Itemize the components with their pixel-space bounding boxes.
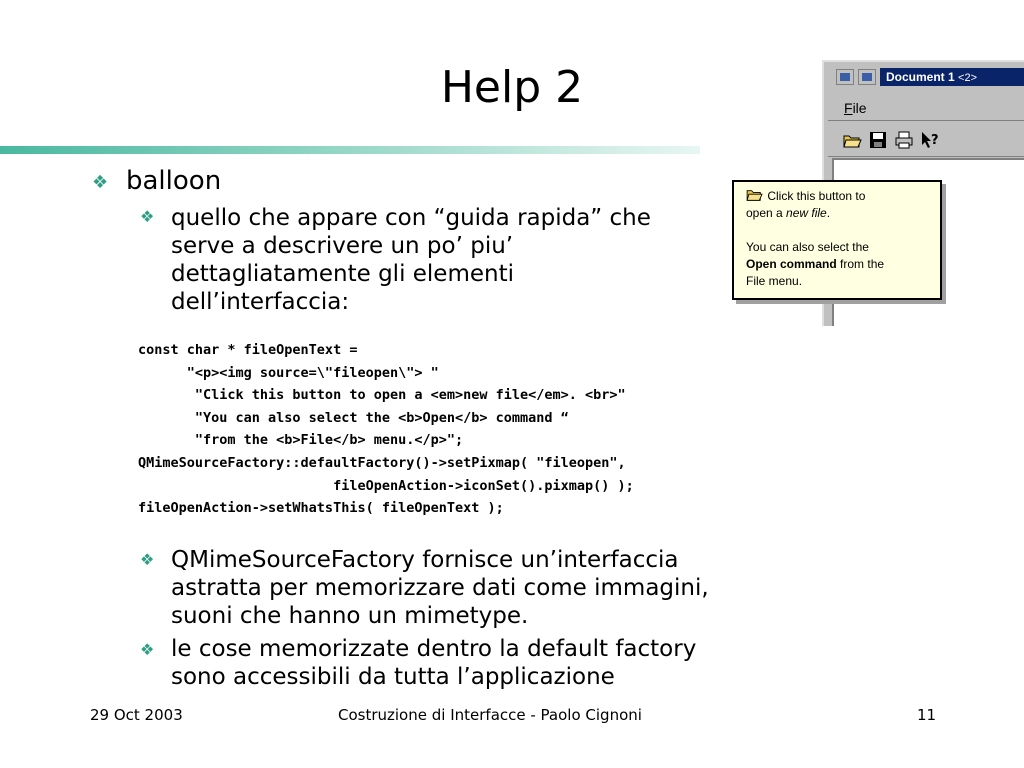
menu-bar [828, 92, 1024, 121]
sub-bullet-quickhelp [171, 204, 651, 316]
menu-file-mnemonic: F [844, 100, 853, 116]
slide-title: Help 2 [440, 62, 584, 113]
balloon-text: open a [746, 206, 787, 220]
balloon-line: You can also select the [746, 240, 869, 254]
bullet-icon: ❖ [92, 172, 109, 193]
sub-bullet-factory [171, 635, 696, 691]
text-line: suoni che hanno un mimetype. [171, 603, 529, 629]
window-title-suffix: <2> [958, 72, 977, 84]
title-divider [0, 146, 700, 154]
whats-this-icon[interactable] [920, 130, 940, 150]
balloon-spacer [746, 222, 932, 239]
text-line: quello che appare con “guida rapida” che [171, 205, 651, 231]
balloon-line: File menu. [746, 274, 803, 288]
open-folder-icon[interactable] [842, 130, 862, 150]
menu-file-label: ile [852, 100, 867, 116]
text-line: dettagliatamente gli elementi [171, 261, 515, 287]
code-snippet: const char * fileOpenText = "<p><img source=\"fileopen\"> " "Click this button to open a <em>new file</em>. <br>" "You can also select the <b>Open</b> command “ "from the <b>File</b> menu.</p>"; QMimeSourceFactory::defaultFactory()->setPixmap( "fileopen", fileOpenAction->iconSet().pixmap() ); fileOpenAction->setWhatsThis( fileOpenText ); [138, 342, 634, 517]
sub-bullet-icon: ❖ [140, 640, 155, 659]
whatsthis-balloon [732, 180, 942, 300]
footer-title: Costruzione di Interfacce - Paolo Cignoni [338, 706, 642, 724]
menu-file[interactable] [844, 100, 867, 116]
save-disk-icon[interactable] [868, 130, 888, 150]
text-line: serve a descrivere un po’ piu’ [171, 233, 514, 259]
print-icon[interactable] [894, 130, 914, 150]
sub-bullet-mimesource [171, 546, 709, 630]
window-restore-icon[interactable] [858, 69, 876, 85]
toolbar [828, 124, 1024, 157]
window-titlebar [828, 66, 1024, 88]
balloon-line [746, 256, 932, 273]
svg-text:?: ? [931, 133, 939, 148]
window-title [880, 68, 1024, 86]
text-line: sono accessibili da tutta l’applicazione [171, 664, 615, 690]
window-title-text: Document 1 [886, 70, 955, 84]
sub-bullet-icon: ❖ [140, 207, 155, 226]
text-line: astratta per memorizzare dati come immagini, [171, 575, 709, 601]
window-system-icon[interactable] [836, 69, 854, 85]
open-folder-icon [746, 188, 764, 202]
balloon-text: Click this button to [767, 189, 866, 203]
balloon-bold: Open command [746, 257, 837, 271]
text-line: le cose memorizzate dentro la default factory [171, 636, 697, 662]
text-line: dell’interfaccia: [171, 289, 350, 315]
balloon-line [746, 188, 932, 205]
balloon-text: from the [836, 257, 885, 271]
footer-page-number: 11 [917, 706, 937, 724]
balloon-emphasis: new file [786, 206, 827, 220]
footer-date: 29 Oct 2003 [90, 706, 183, 724]
balloon-line [746, 205, 932, 222]
bullet-balloon: balloon [126, 166, 222, 196]
text-line: QMimeSourceFactory fornisce un’interfaccia [171, 547, 679, 573]
balloon-text: . [826, 206, 831, 220]
sub-bullet-icon: ❖ [140, 550, 155, 569]
